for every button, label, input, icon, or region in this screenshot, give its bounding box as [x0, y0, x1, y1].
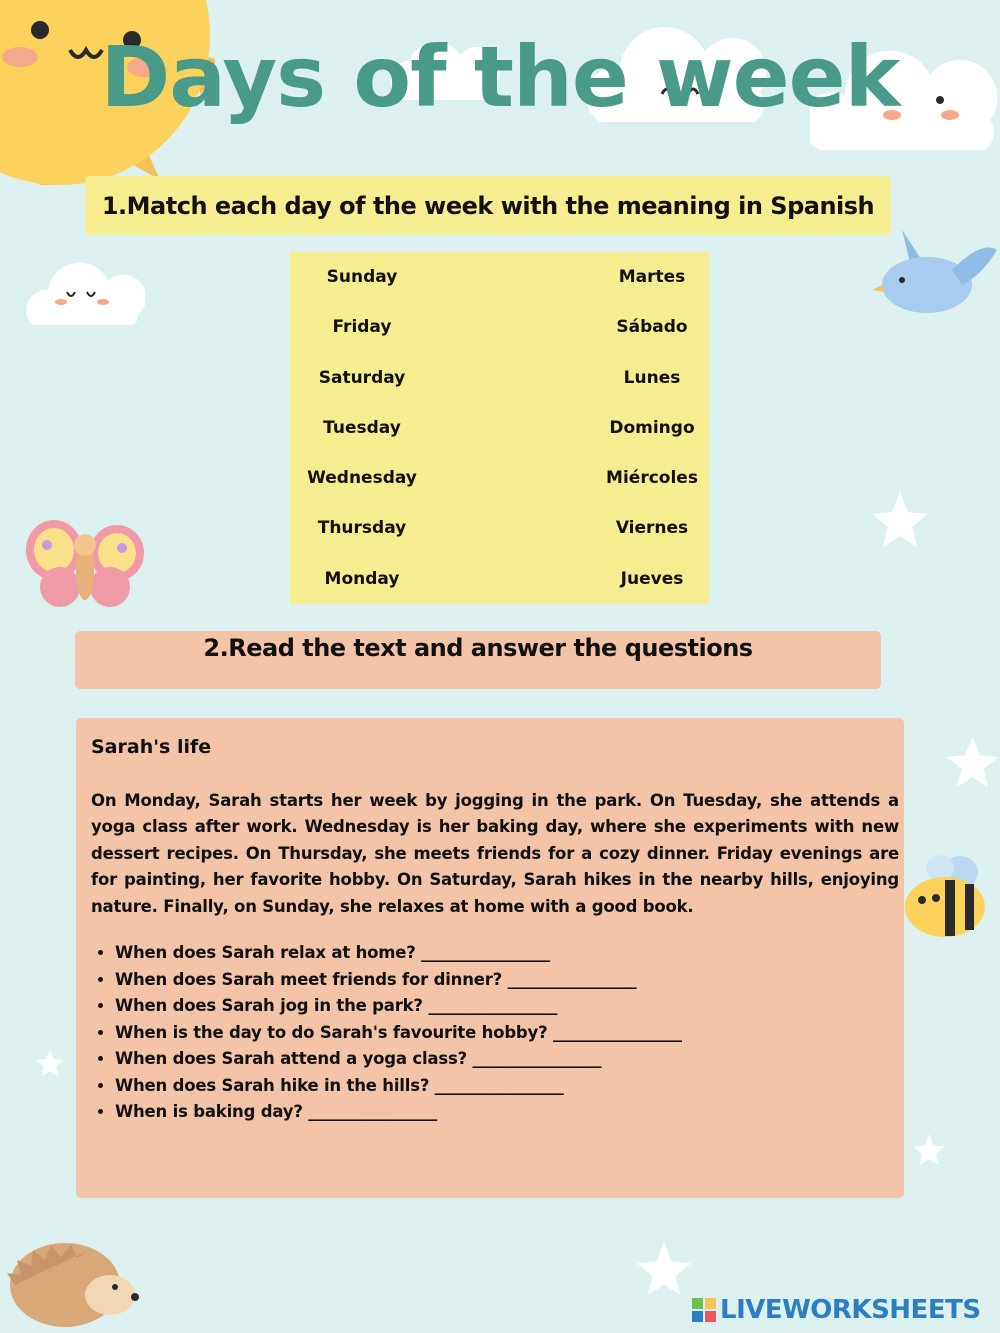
page-title: Days of the week [100, 28, 900, 126]
spanish-day-item[interactable]: Jueves [620, 568, 684, 589]
question-item[interactable]: • When is the day to do Sarah's favourite hobby? ________________ [115, 1020, 899, 1047]
matching-panel [290, 252, 709, 604]
reading-passage-panel [76, 718, 904, 1198]
exercise2-instruction: 2.Read the text and answer the questions [75, 631, 881, 689]
story-title: Sarah's life [91, 736, 212, 758]
question-item[interactable]: • When does Sarah hike in the hills? ________________ [115, 1073, 899, 1100]
hedgehog-illustration [5, 1225, 140, 1330]
english-day-item[interactable]: Tuesday [323, 417, 401, 438]
star-icon [912, 1133, 946, 1167]
cloud-illustration [25, 250, 145, 330]
bird-illustration [872, 210, 1000, 320]
english-days-column [282, 252, 442, 604]
spanish-day-item[interactable]: Miércoles [606, 468, 698, 489]
english-day-item[interactable]: Friday [332, 317, 392, 338]
question-item[interactable]: • When does Sarah meet friends for dinner? ________________ [115, 967, 899, 994]
spanish-day-item[interactable]: Sábado [616, 317, 688, 338]
question-item[interactable]: • When does Sarah attend a yoga class? ________________ [115, 1046, 899, 1073]
spanish-days-column [572, 252, 732, 604]
english-day-item[interactable]: Wednesday [307, 468, 417, 489]
story-text: On Monday, Sarah starts her week by jogging in the park. On Tuesday, she attends a yoga class after work. Wednesday is her baking day, where she experiments with new dessert recipes. On Thursday, she meets friends for a cozy dinner. Friday evenings are for painting, her favorite hobby. On Saturday, Sarah hikes in the nearby hills, enjoying nature. Finally, on Sunday, she relaxes at home with a good book. [91, 791, 899, 916]
exercise1-instruction: 1.Match each day of the week with the meaning in Spanish [85, 176, 891, 235]
question-list [91, 940, 899, 1126]
english-day-item[interactable]: Sunday [326, 267, 398, 287]
star-icon [35, 1048, 65, 1078]
star-icon [870, 490, 930, 550]
spanish-day-item[interactable]: Viernes [615, 518, 689, 539]
english-day-item[interactable]: Saturday [318, 367, 406, 388]
logo-text: LIVEWORKSHEETS [720, 1295, 981, 1325]
spanish-day-item[interactable]: Lunes [623, 367, 681, 388]
bee-illustration [900, 852, 990, 947]
english-day-item[interactable]: Monday [324, 568, 400, 589]
liveworksheets-logo[interactable] [692, 1290, 981, 1330]
star-icon [945, 735, 1000, 790]
question-item[interactable]: • When does Sarah relax at home? ________________ [115, 940, 899, 967]
liveworksheets-logo-icon [692, 1298, 716, 1322]
star-icon [635, 1240, 693, 1298]
english-day-item[interactable]: Thursday [317, 518, 407, 539]
question-item[interactable]: • When is baking day? ________________ [115, 1099, 899, 1126]
spanish-day-item[interactable]: Martes [618, 267, 686, 287]
spanish-day-item[interactable]: Domingo [609, 417, 695, 438]
butterfly-illustration [22, 515, 147, 613]
question-item[interactable]: • When does Sarah jog in the park? ________________ [115, 993, 899, 1020]
